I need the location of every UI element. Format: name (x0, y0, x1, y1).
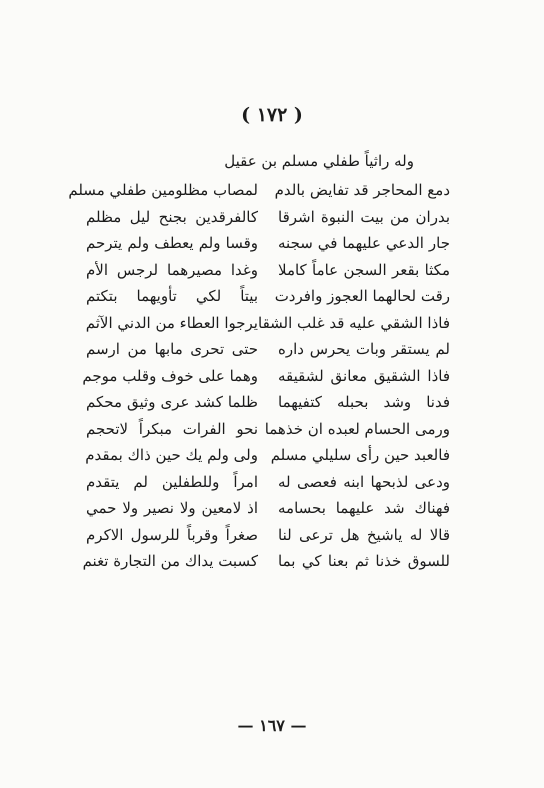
verse-row (0, 498, 544, 525)
verse-row (0, 286, 544, 313)
verse-first-hemistich: فدنا وشد بحبله كتفيهما (278, 393, 450, 411)
verse-second-hemistich: بيتاً لكي تأويهما بتكتم (86, 287, 258, 305)
verse-first-hemistich: فالعبد حين رأى سليلي مسلم (270, 446, 450, 464)
verse-second-hemistich: وقسا ولم يعطف ولم يترحم (86, 234, 258, 252)
verse-first-hemistich: للسوق خذنا ثم بعنا كي بما (278, 552, 450, 570)
verse-first-hemistich: فهناك شد عليهما بحسامه (278, 499, 450, 517)
verse-row (0, 392, 544, 419)
verse-row (0, 366, 544, 393)
poem-verses (0, 180, 544, 578)
verse-row (0, 233, 544, 260)
verse-first-hemistich: لم يستقر وبات يحرس داره (278, 340, 450, 358)
verse-first-hemistich: دمع المحاجر قد تفايض بالدم (274, 181, 450, 199)
verse-first-hemistich: مكثا بقعر السجن عاماً كاملا (278, 260, 450, 279)
verse-row (0, 525, 544, 552)
verse-second-hemistich: كسبت يداك من التجارة تغنم (82, 552, 258, 570)
verse-row (0, 207, 544, 234)
verse-row (0, 313, 544, 340)
verse-row (0, 339, 544, 366)
verse-row (0, 472, 544, 499)
verse-second-hemistich: وهما على خوف وقلب موجم (82, 366, 258, 385)
verse-second-hemistich: وغدا مصيرهما لرجس الأم (86, 260, 258, 279)
verse-row (0, 551, 544, 578)
page-number-bottom: — ١٦٧ — (237, 716, 307, 735)
verse-row (0, 260, 544, 287)
verse-first-hemistich: ورمى الحسام لعبده ان خذهما (264, 419, 450, 438)
verse-second-hemistich: ظلما كشد عرى وثيق محكم (86, 393, 258, 411)
verse-first-hemistich: ودعى لذبحها ابنه فعصى له (278, 472, 450, 491)
verse-second-hemistich: لمصاب مظلومين طفلي مسلم (68, 181, 258, 199)
verse-row (0, 180, 544, 207)
page-number-top: ( ١٧٢ ) (241, 104, 303, 126)
verse-second-hemistich: حتى تحرى مابها من ارسم (86, 340, 258, 358)
verse-second-hemistich: يرجوا العطاء من الدني الآثم (85, 313, 258, 332)
verse-row (0, 445, 544, 472)
verse-second-hemistich: اذ لامعين ولا نصير ولا حمي (86, 499, 258, 517)
verse-second-hemistich: كالفرقدين بجنح ليل مظلم (86, 207, 258, 226)
verse-second-hemistich: صغراً وقرباً للرسول الاكرم (86, 525, 258, 544)
verse-first-hemistich: فاذا الشقي عليه قد غلب الشقا (258, 313, 450, 332)
verse-first-hemistich: بدران من بيت النبوة اشرقا (278, 207, 450, 226)
verse-second-hemistich: ولى ولم يك حين ذاك بمقدم (85, 446, 258, 464)
poem-heading: وله راثياً طفلي مسلم بن عقيل (224, 152, 414, 170)
verse-first-hemistich: رقت لحالهما العجوز وافردت (274, 287, 450, 305)
verse-row (0, 419, 544, 446)
verse-second-hemistich: نحو الفرات مبكراً لاتحجم (86, 419, 258, 438)
verse-second-hemistich: امراً وللطفلين لم يتقدم (86, 472, 258, 491)
verse-first-hemistich: جار الدعي عليهما في سجنه (278, 234, 450, 252)
verse-first-hemistich: قالا له ياشيخ هل ترعى لنا (278, 525, 450, 544)
verse-first-hemistich: فاذا الشقيق معانق لشقيقه (278, 366, 450, 385)
